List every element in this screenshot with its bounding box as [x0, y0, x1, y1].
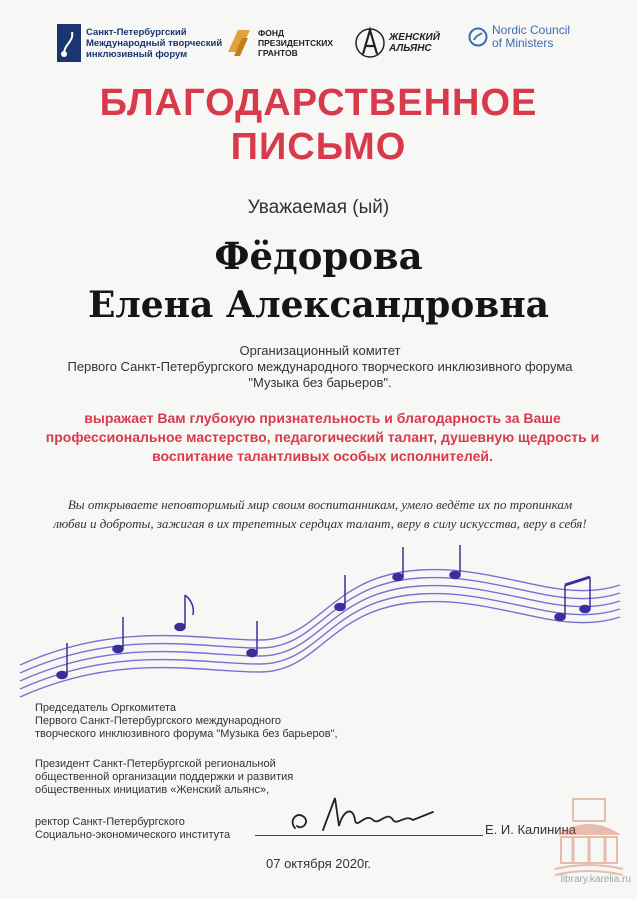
gratitude-line: профессиональное мастерство, педагогический талант, душевную щедрость и	[45, 429, 600, 445]
fund-logo	[224, 24, 333, 62]
signatory-line: Социально-экономического института	[35, 829, 231, 841]
library-stamp-icon	[549, 795, 629, 885]
fund-logo-line: ПРЕЗИДЕНТСКИХ	[258, 38, 334, 48]
nordic-logo	[468, 24, 570, 50]
quote-line: любви и доброты, зажигая в их трепетных сердцах талант, веру в силу искусства, веру в себя!	[53, 516, 587, 531]
alliance-logo-line: АЛЬЯНС	[389, 43, 432, 54]
music-staff-decoration	[0, 525, 637, 715]
gratitude-line: выражает Вам глубокую признательность и благодарность за Ваше	[84, 410, 561, 426]
forum-logo-line: Международный творческий	[86, 37, 223, 49]
logo-row	[0, 24, 637, 74]
issue-date: 07 октября 2020г.	[266, 856, 371, 871]
gratitude-statement	[30, 409, 615, 466]
fund-logo-line: ФОНД	[258, 28, 285, 38]
organizing-committee	[20, 343, 620, 391]
signatory-line: Первого Санкт-Петербургского международного	[35, 715, 281, 727]
signatory-line: общественных инициатив «Женский альянс»,	[35, 784, 270, 796]
signatory-line: Председатель Оргкомитета	[35, 702, 177, 714]
document-title-line2: ПИСЬМО	[230, 126, 407, 168]
forum-emblem-icon	[57, 24, 81, 62]
org-line: Организационный комитет	[239, 343, 401, 358]
signatory-name: Е. И. Калинина	[485, 822, 576, 837]
alliance-emblem-icon	[355, 24, 385, 62]
alliance-logo-line: ЖЕНСКИЙ	[389, 32, 440, 43]
signatory-line: Президент Санкт-Петербургской региональной	[35, 758, 276, 770]
forum-logo	[57, 24, 222, 62]
forum-logo-line: Санкт-Петербургский	[86, 26, 187, 38]
quote-line: Вы открываете неповторимый мир своим воспитанникам, умело ведёте их по тропинкам	[67, 497, 573, 512]
recipient-given-names: Елена Александровна	[87, 284, 549, 326]
org-line: Первого Санкт-Петербургского международного творческого инклюзивного форума	[67, 359, 573, 374]
nordic-logo-line: Nordic Council	[492, 23, 571, 37]
alliance-logo	[355, 24, 440, 62]
signatory-chair	[35, 702, 395, 741]
fund-logo-line: ГРАНТОВ	[258, 48, 298, 58]
org-line: "Музыка без барьеров".	[248, 375, 392, 390]
signatory-line: общественной организации поддержки и развития	[35, 771, 294, 783]
forum-logo-line: инклюзивный форум	[86, 48, 188, 60]
greeting: Уважаемая (ый)	[247, 197, 390, 218]
handwritten-signature	[283, 790, 443, 840]
gratitude-line: воспитание талантливых особых исполнителей.	[152, 448, 493, 464]
watermark: library.karelia.ru	[560, 874, 631, 885]
recipient-surname: Фёдорова	[214, 234, 423, 278]
fund-emblem-icon	[224, 24, 254, 62]
signatory-line: творческого инклюзивного форума "Музыка без барьеров",	[35, 728, 338, 740]
nordic-swan-icon	[468, 27, 488, 47]
document-title-line1: БЛАГОДАРСТВЕННОЕ	[99, 82, 538, 124]
signatory-line: ректор Санкт-Петербургского	[35, 816, 185, 828]
nordic-logo-line: of Ministers	[492, 36, 554, 50]
